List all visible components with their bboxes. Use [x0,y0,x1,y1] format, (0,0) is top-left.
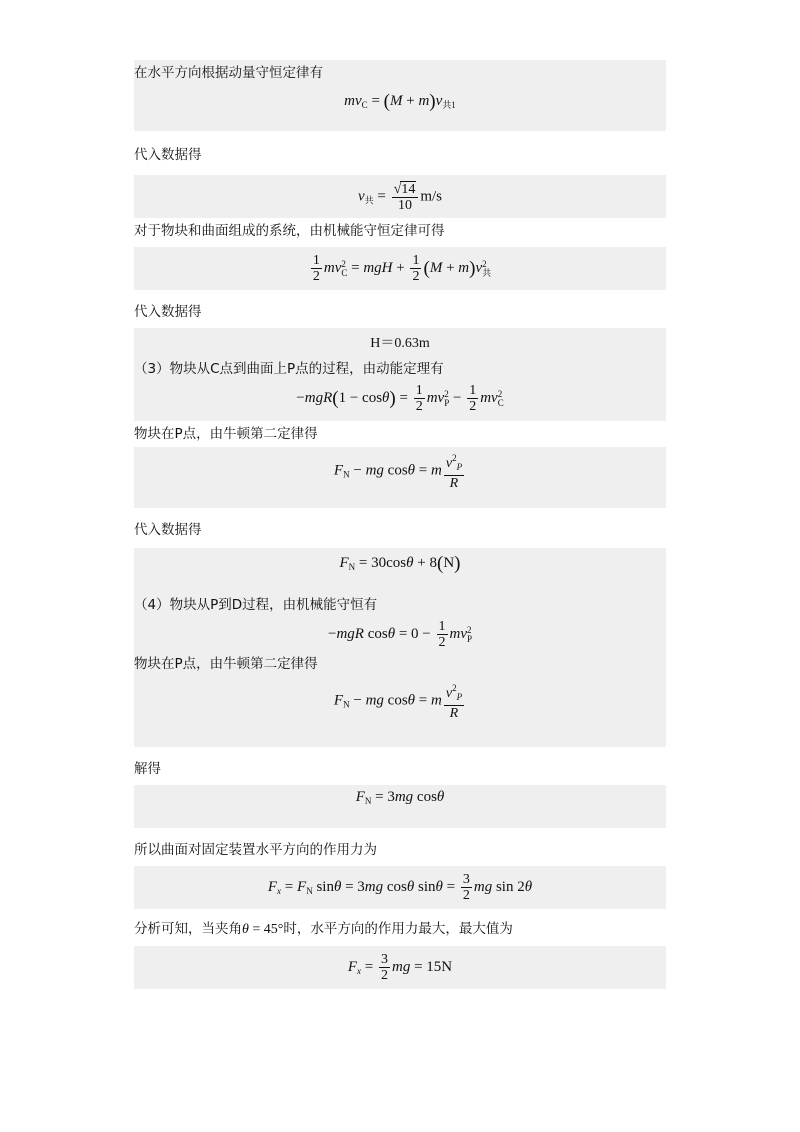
velocity-block [134,175,666,218]
paragraph-substitute-3: 代入数据得 [134,522,202,538]
part3-block [134,328,666,508]
equation-horizontal-force: $F_x = F_N$ sinθ = 3mg cosθ sinθ = $\frac{3}{2}$ mg sin 2θ [267,872,533,903]
paragraph-part4: （4）物块从P到D过程，由机械能守恒有 [134,597,378,613]
normal-force-block [134,785,666,828]
paragraph-substitute-2: 代入数据得 [134,304,202,320]
equation-newton-2: $F_N$ − mg cosθ = m $\frac{v^2_P}{R}$ [333,683,463,721]
solution-content [134,60,666,989]
equation-normal-force: $F_N = 3mg$ cosθ [355,789,445,806]
paragraph-energy-conservation: 对于物块和曲面组成的系统，由机械能守恒定律可得 [134,223,445,239]
equation-mechanical-energy: −mgR cosθ = 0 − $\frac{1}{2}$ mv 2 P [327,619,473,650]
part4-block [134,548,666,747]
paragraph-newton-2: 物块在P点，由牛顿第二定律得 [134,656,318,672]
equation-height: H＝0.63m [370,336,430,351]
equation-max-force: $F_x$ = $\frac{3}{2}$ mg = 15N [347,952,453,983]
momentum-block [134,60,666,131]
equation-kinetic-energy-theorem: −mgR(1 − cosθ) = $\frac{1}{2}$ mv 2 P − $\frac{1}{2}$ mv 2 C [296,383,504,414]
equation-energy-conservation: $\frac{1}{2}$ mv 2 C = mgH + $\frac{1}{2}$ (M + m)v 2 共 [312,253,492,284]
equation-normal-force-numeric: $F_N = 30\cos\theta + 8(N)$ [339,553,461,574]
energy-block [134,247,666,290]
paragraph-horizontal-force: 所以曲面对固定装置水平方向的作用力为 [134,842,377,858]
inline-angle: θ = 45° [242,922,284,937]
equation-momentum: $mv_C = (M + m)v_{共1}$ [344,91,456,112]
paragraph-solve: 解得 [134,761,161,777]
equation-newton-1: $F_N$ − mg cosθ = m $\frac{v^2_P}{R}$ [333,453,463,491]
equation-common-velocity: $v_共$ = $\frac{√14}{10}$ m/s [357,181,443,213]
paragraph-substitute-1: 代入数据得 [134,147,202,163]
paragraph-newton-1: 物块在P点，由牛顿第二定律得 [134,426,318,442]
paragraph-part3: （3）物块从C点到曲面上P点的过程，由动能定理有 [134,361,444,377]
max-force-block [134,946,666,989]
paragraph-momentum: 在水平方向根据动量守恒定律有 [134,65,323,81]
horizontal-force-block [134,866,666,909]
paragraph-analysis: 分析可知，当夹角θ = 45°时，水平方向的作用力最大，最大值为 [134,921,513,937]
